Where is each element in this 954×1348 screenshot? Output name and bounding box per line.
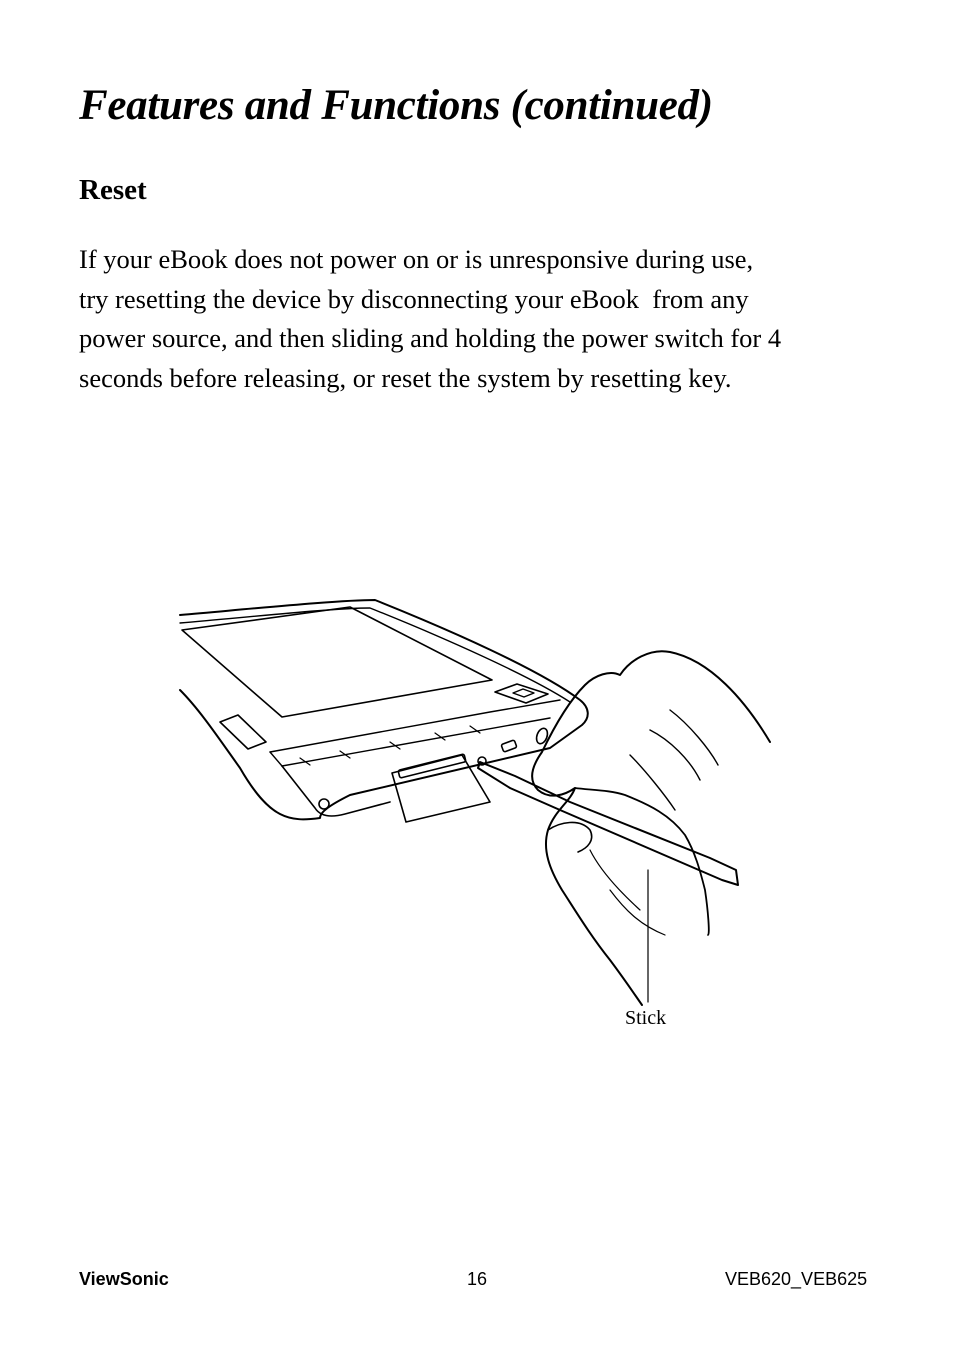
footer-page-number: 16	[467, 1269, 488, 1289]
ebook-device	[180, 600, 588, 822]
reset-instructions-paragraph	[79, 240, 781, 398]
audio-port-icon	[319, 799, 329, 809]
page-title: Features and Functions (continued)	[79, 82, 713, 129]
stick-callout-label: Stick	[625, 1007, 667, 1029]
footer-model-number: VEB620_VEB625	[725, 1269, 868, 1289]
nav-pad-icon	[495, 684, 548, 703]
reset-illustration	[170, 590, 790, 1010]
hand-with-stick	[478, 651, 770, 1005]
usb-port-icon	[501, 740, 517, 752]
paragraph-line: seconds before releasing, or reset the system by resetting key.	[79, 362, 732, 393]
section-heading-reset: Reset	[79, 174, 147, 206]
footer-brand: ViewSonic	[79, 1269, 169, 1289]
paragraph-line: power source, and then sliding and holding the power switch for 4	[79, 323, 782, 353]
paragraph-line: try resetting the device by disconnecting your eBook from any	[79, 283, 749, 314]
paragraph-line: If your eBook does not power on or is unresponsive during use,	[79, 244, 754, 274]
